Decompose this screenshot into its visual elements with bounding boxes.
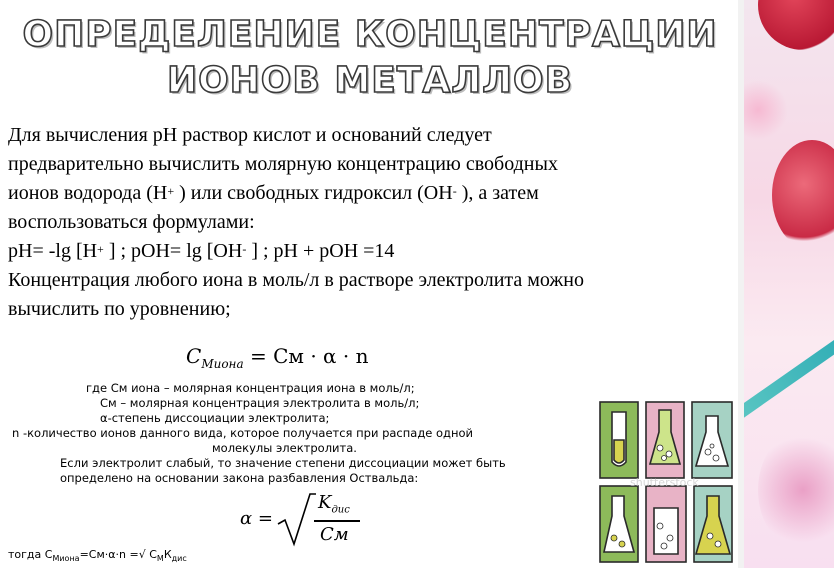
body-line-4: воспользоваться формулами: [8, 211, 255, 233]
note-line-7: определено на основании закона разбавления Оствальда: [60, 471, 419, 485]
pink-blob-shape [758, 430, 834, 550]
body-text: ионов водорода (H [8, 182, 168, 204]
final-text: =См·α·n =√ С [79, 548, 157, 561]
body-line-2: предварительно вычислить молярную концентрацию свободных [8, 153, 558, 175]
ostwald-numerator [318, 492, 350, 516]
body-line-6: Концентрация любого иона в моль/л в растворе электролита можно [8, 269, 584, 291]
page-title-line-1: ОПРЕДЕЛЕНИЕ КОНЦЕНТРАЦИИ [22, 14, 718, 55]
final-text: К [163, 548, 172, 561]
body-text: ) или свободных гидроксил (OH [179, 182, 453, 204]
decorative-background [738, 0, 834, 568]
ion-concentration-formula [186, 344, 369, 371]
final-sub: дис [171, 554, 187, 564]
body-line-5 [8, 240, 394, 263]
ostwald-formula [240, 490, 380, 550]
body-text: ] ; pOH= lg [OH [108, 240, 243, 262]
final-sub: М [156, 554, 164, 564]
note-line-5: молекулы электролита. [212, 441, 357, 455]
body-line-1: Для вычисления pH раствор кислот и оснований следует [8, 124, 492, 146]
red-petal-shape [758, 0, 834, 50]
superscript-plus: + [97, 242, 104, 256]
note-line-4: n -количество ионов данного вида, которое получается при распаде одной [12, 426, 474, 440]
ostwald-k-sub: дис [331, 504, 350, 516]
note-line-2: См – молярная концентрация электролита в моль/л; [100, 396, 420, 410]
superscript-plus: + [167, 184, 175, 198]
final-formula-line [8, 548, 187, 566]
final-sub: Миона [52, 554, 80, 564]
note-line-3: α-степень диссоциации электролита; [100, 411, 330, 425]
superscript-minus: - [242, 242, 247, 256]
note-line-1: где См иона – молярная концентрация иона в моль/л; [86, 381, 415, 395]
body-text: pH= -lg [H [8, 240, 98, 262]
watermark-text: shutterstock [630, 476, 699, 489]
superscript-minus: - [452, 184, 457, 198]
pink-glow-shape [738, 80, 788, 140]
body-text: ] ; pH + pOH =14 [251, 240, 395, 262]
ostwald-denominator: См [320, 524, 349, 545]
formula-sub: Миона [201, 357, 244, 371]
square-root-sign [276, 490, 316, 548]
formula-rhs: = См · α · n [249, 344, 369, 368]
body-text: ), а затем [461, 182, 539, 204]
body-line-7: вычислить по уровнению; [8, 298, 231, 320]
ostwald-lhs: α = [240, 508, 273, 529]
formula-c: C [186, 344, 202, 368]
red-petal-shape [772, 140, 834, 250]
note-line-6: Если электролит слабый, то значение степени диссоциации может быть [60, 456, 506, 470]
body-line-3 [8, 182, 539, 205]
final-text: тогда С [8, 548, 53, 561]
lab-flasks-illustration [596, 396, 736, 564]
ostwald-k: K [318, 492, 332, 513]
fraction-bar [314, 520, 360, 522]
teal-diagonal-line [738, 322, 834, 429]
page-title-line-2: ИОНОВ МЕТАЛЛОВ [166, 60, 574, 101]
